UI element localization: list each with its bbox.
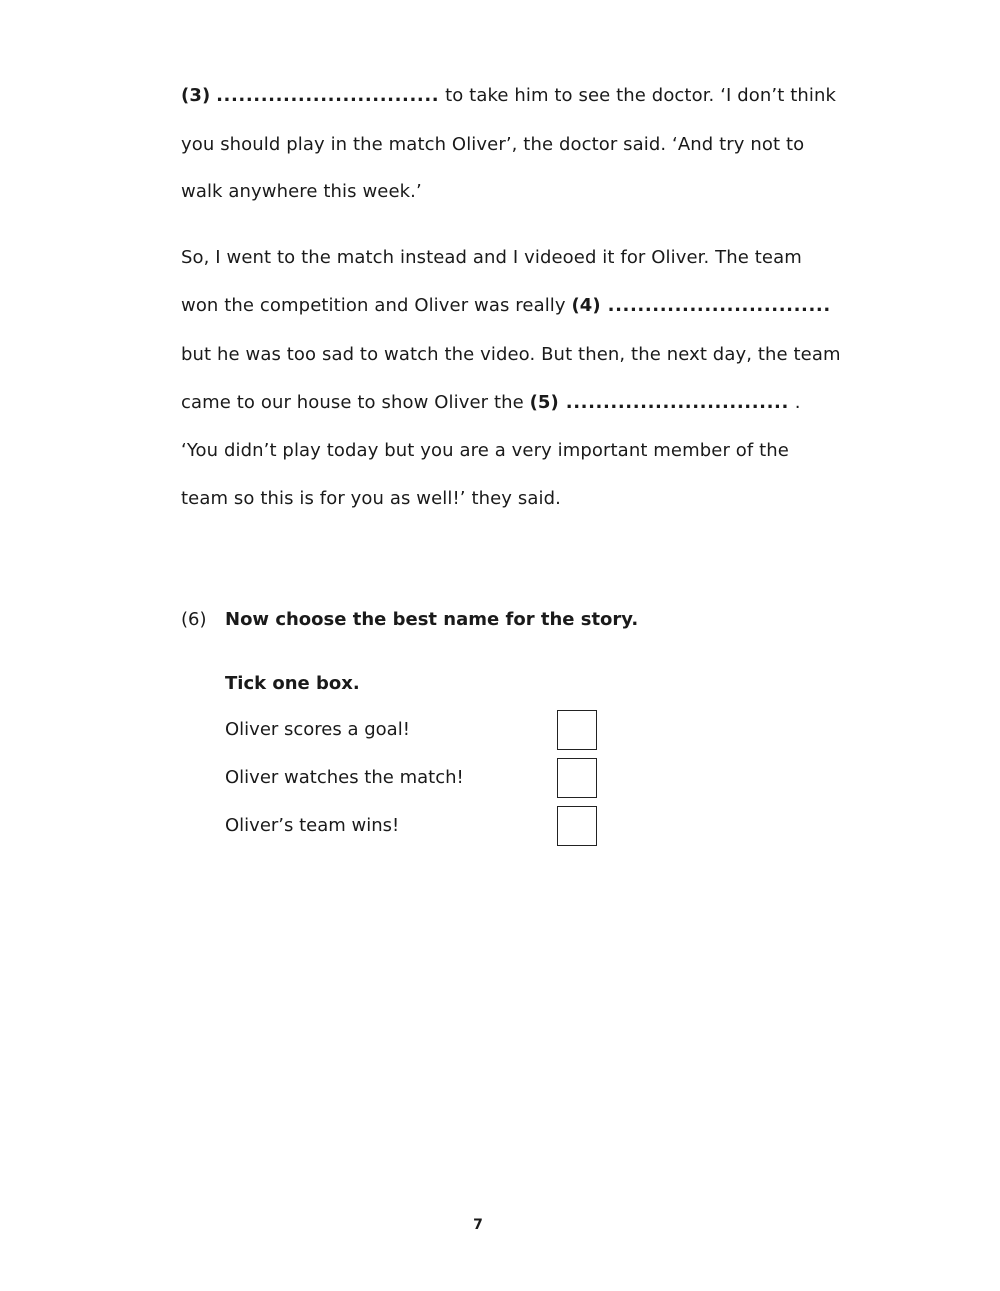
- passage-line-8: ‘You didn’t play today but you are a very important member of the: [181, 440, 789, 461]
- passage-text: came to our house to show Oliver the: [181, 392, 530, 413]
- blank-number-5: (5): [529, 392, 559, 413]
- passage-text: to take him to see the doctor. ‘I don’t think: [439, 85, 836, 106]
- page-number: 7: [473, 1217, 483, 1233]
- blank-number-3: (3): [181, 85, 211, 106]
- tick-box-option-3[interactable]: [557, 806, 597, 846]
- answer-blank-4[interactable]: ..............................: [600, 295, 831, 316]
- passage-line-9: team so this is for you as well!’ they said.: [181, 488, 561, 509]
- passage-line-3: walk anywhere this week.’: [181, 181, 422, 202]
- answer-blank-3[interactable]: ..............................: [216, 85, 440, 106]
- tick-box-option-1[interactable]: [557, 710, 597, 750]
- question-number: (6): [181, 609, 207, 630]
- passage-line-7: [181, 391, 801, 415]
- option-label-3: Oliver’s team wins!: [225, 815, 400, 836]
- passage-line-6: but he was too sad to watch the video. But then, the next day, the team: [181, 344, 841, 365]
- passage-line-1: [181, 84, 836, 108]
- passage-line-4: So, I went to the match instead and I videoed it for Oliver. The team: [181, 247, 802, 268]
- blank-number-4: (4): [571, 295, 601, 316]
- option-label-1: Oliver scores a goal!: [225, 719, 410, 740]
- question-instruction: Tick one box.: [225, 673, 360, 694]
- answer-blank-5[interactable]: ..............................: [558, 392, 789, 413]
- passage-text: won the competition and Oliver was really: [181, 295, 572, 316]
- option-label-2: Oliver watches the match!: [225, 767, 464, 788]
- passage-line-5: [181, 294, 831, 318]
- passage-text-end: .: [788, 392, 801, 413]
- passage-line-2: you should play in the match Oliver’, the doctor said. ‘And try not to: [181, 134, 805, 155]
- question-prompt: Now choose the best name for the story.: [225, 609, 639, 630]
- tick-box-option-2[interactable]: [557, 758, 597, 798]
